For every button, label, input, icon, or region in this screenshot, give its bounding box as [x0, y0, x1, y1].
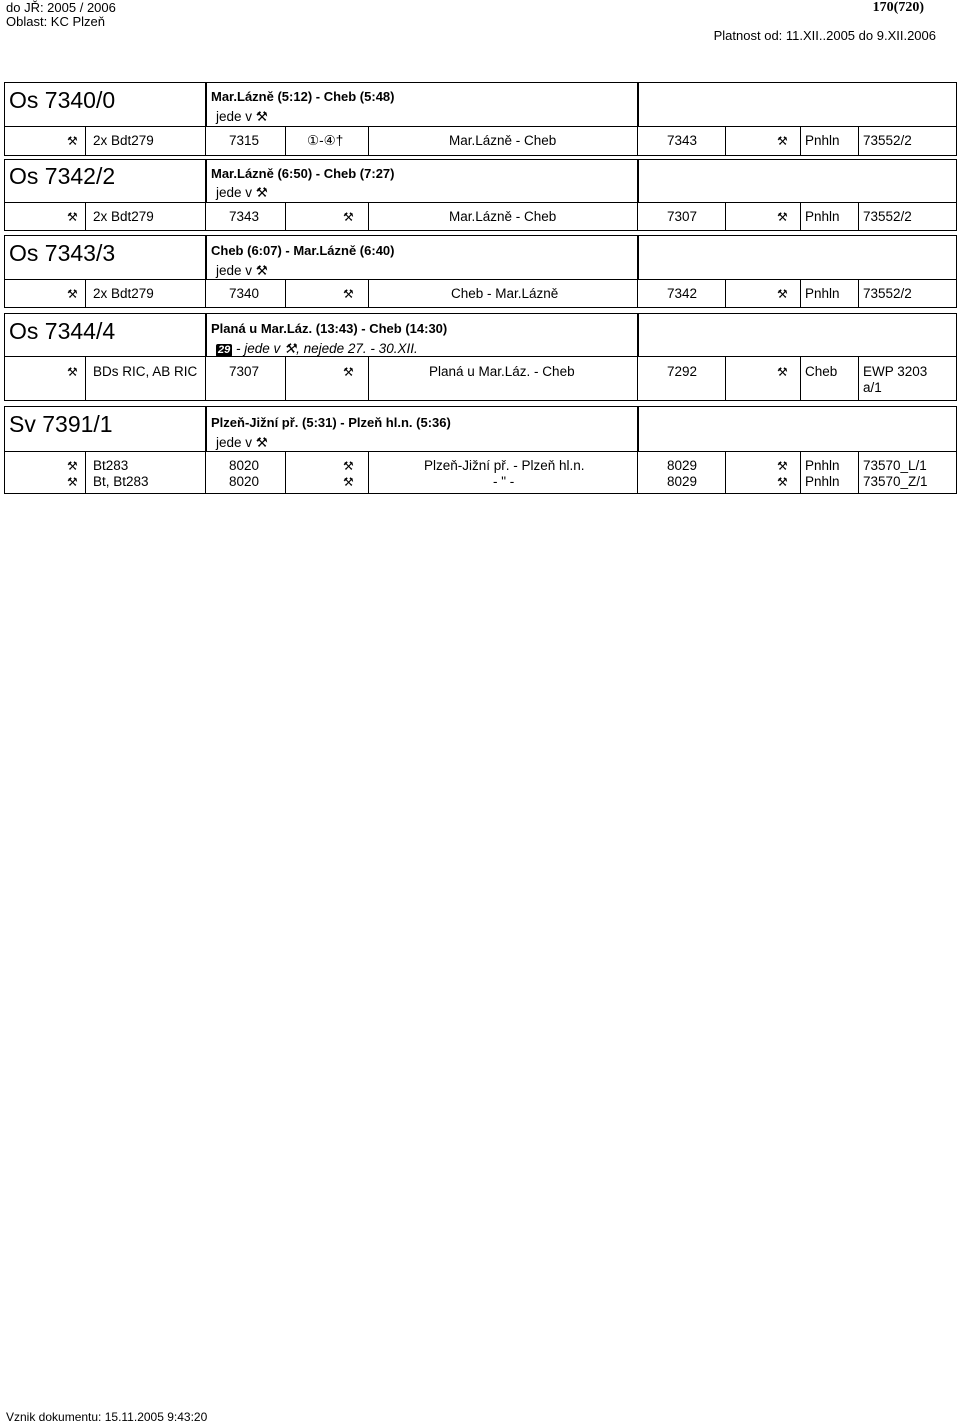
train-number: Os 7340/0 [9, 87, 116, 113]
note-text: - jede v ⚒, nejede 27. - 30.XII. [232, 341, 418, 356]
train-header [4, 159, 957, 203]
hammer-icon: ⚒ [67, 210, 78, 224]
train-note: jede v ⚒ [216, 185, 268, 200]
to-train: 7307 [667, 209, 698, 224]
train-number: Os 7342/2 [9, 163, 116, 189]
train-header [4, 82, 957, 127]
to-train: 8029 [667, 458, 698, 473]
to-train: 7342 [667, 286, 698, 301]
from-train: 8020 [229, 458, 260, 473]
depot: Pnhln [805, 133, 840, 148]
hammer-icon: ⚒ [343, 475, 354, 489]
section: Planá u Mar.Láz. - Cheb [429, 364, 575, 379]
note-badge: 29 [218, 344, 231, 356]
turnus: 73552/2 [863, 286, 912, 301]
table-row [4, 357, 957, 401]
turnus: 73552/2 [863, 209, 912, 224]
train-block [4, 82, 957, 156]
turnus-line2: a/1 [863, 380, 882, 395]
train-note [216, 341, 418, 357]
hammer-icon: ⚒ [67, 365, 78, 379]
from-train: 7307 [229, 364, 260, 379]
from-train: 7315 [229, 133, 260, 148]
to-train: 7343 [667, 133, 698, 148]
train-header [4, 235, 957, 280]
from-train: 7340 [229, 286, 260, 301]
vehicles: Bt283 [93, 458, 129, 473]
train-header [4, 313, 957, 357]
train-block [4, 235, 957, 308]
hammer-icon: ⚒ [67, 134, 78, 148]
hammer-icon: ⚒ [67, 459, 78, 473]
table-row [4, 127, 957, 156]
section: - " - [493, 474, 515, 489]
train-route: Plzeň-Jižní př. (5:31) - Plzeň hl.n. (5:36) [211, 415, 451, 430]
vehicles: 2x Bdt279 [93, 209, 154, 224]
header-line1: do JŘ: 2005 / 2006 [6, 0, 116, 15]
hammer-icon: ⚒ [343, 459, 354, 473]
hammer-icon: ⚒ [67, 287, 78, 301]
hammer-icon: ⚒ [777, 475, 788, 489]
depot: Pnhln [805, 458, 840, 473]
turnus: 73570_Z/1 [863, 474, 928, 489]
turnus: 73552/2 [863, 133, 912, 148]
to-train: 7292 [667, 364, 698, 379]
hammer-icon: ⚒ [777, 134, 788, 148]
header-line2: Oblast: KC Plzeň [6, 14, 105, 29]
table-row [4, 452, 957, 494]
depot: Cheb [805, 364, 838, 379]
page-number: 170(720) [872, 0, 924, 15]
train-route: Mar.Lázně (6:50) - Cheb (7:27) [211, 166, 395, 181]
train-block [4, 406, 957, 494]
hammer-icon: ⚒ [343, 210, 354, 224]
vehicles: BDs RIC, AB RIC [93, 364, 198, 379]
depot: Pnhln [805, 286, 840, 301]
train-note: jede v ⚒ [216, 435, 268, 450]
table-row [4, 203, 957, 231]
vehicles: 2x Bdt279 [93, 133, 154, 148]
section: Plzeň-Jižní př. - Plzeň hl.n. [424, 458, 585, 473]
train-note: jede v ⚒ [216, 109, 268, 124]
to-train: 8029 [667, 474, 698, 489]
section: Mar.Lázně - Cheb [449, 209, 557, 224]
train-block [4, 159, 957, 231]
train-route: Planá u Mar.Láz. (13:43) - Cheb (14:30) [211, 321, 448, 336]
from-train: 8020 [229, 474, 260, 489]
hammer-icon: ⚒ [777, 210, 788, 224]
vehicles: 2x Bdt279 [93, 286, 154, 301]
hammer-icon: ⚒ [67, 475, 78, 489]
validity-text: Platnost od: 11.XII..2005 do 9.XII.2006 [713, 28, 936, 43]
train-block [4, 313, 957, 401]
train-number: Sv 7391/1 [9, 411, 113, 437]
turnus: EWP 3203 [863, 364, 928, 379]
train-header [4, 406, 957, 452]
vehicles: Bt, Bt283 [93, 474, 149, 489]
from-train: 7343 [229, 209, 260, 224]
depot: Pnhln [805, 474, 840, 489]
train-number: Os 7343/3 [9, 240, 116, 266]
train-route: Mar.Lázně (5:12) - Cheb (5:48) [211, 89, 395, 104]
turnus: 73570_L/1 [863, 458, 927, 473]
train-route: Cheb (6:07) - Mar.Lázně (6:40) [211, 243, 395, 258]
hammer-icon: ⚒ [777, 287, 788, 301]
train-number: Os 7344/4 [9, 318, 116, 344]
hammer-icon: ⚒ [777, 365, 788, 379]
section: Mar.Lázně - Cheb [449, 133, 557, 148]
train-note: jede v ⚒ [216, 263, 268, 278]
depot: Pnhln [805, 209, 840, 224]
hammer-icon: ⚒ [343, 365, 354, 379]
hammer-icon: ⚒ [777, 459, 788, 473]
hammer-icon: ⚒ [343, 287, 354, 301]
footer-created: Vznik dokumentu: 15.11.2005 9:43:20 [6, 1410, 208, 1424]
section: Cheb - Mar.Lázně [451, 286, 559, 301]
table-row [4, 280, 957, 308]
days: ①-④† [307, 133, 344, 148]
